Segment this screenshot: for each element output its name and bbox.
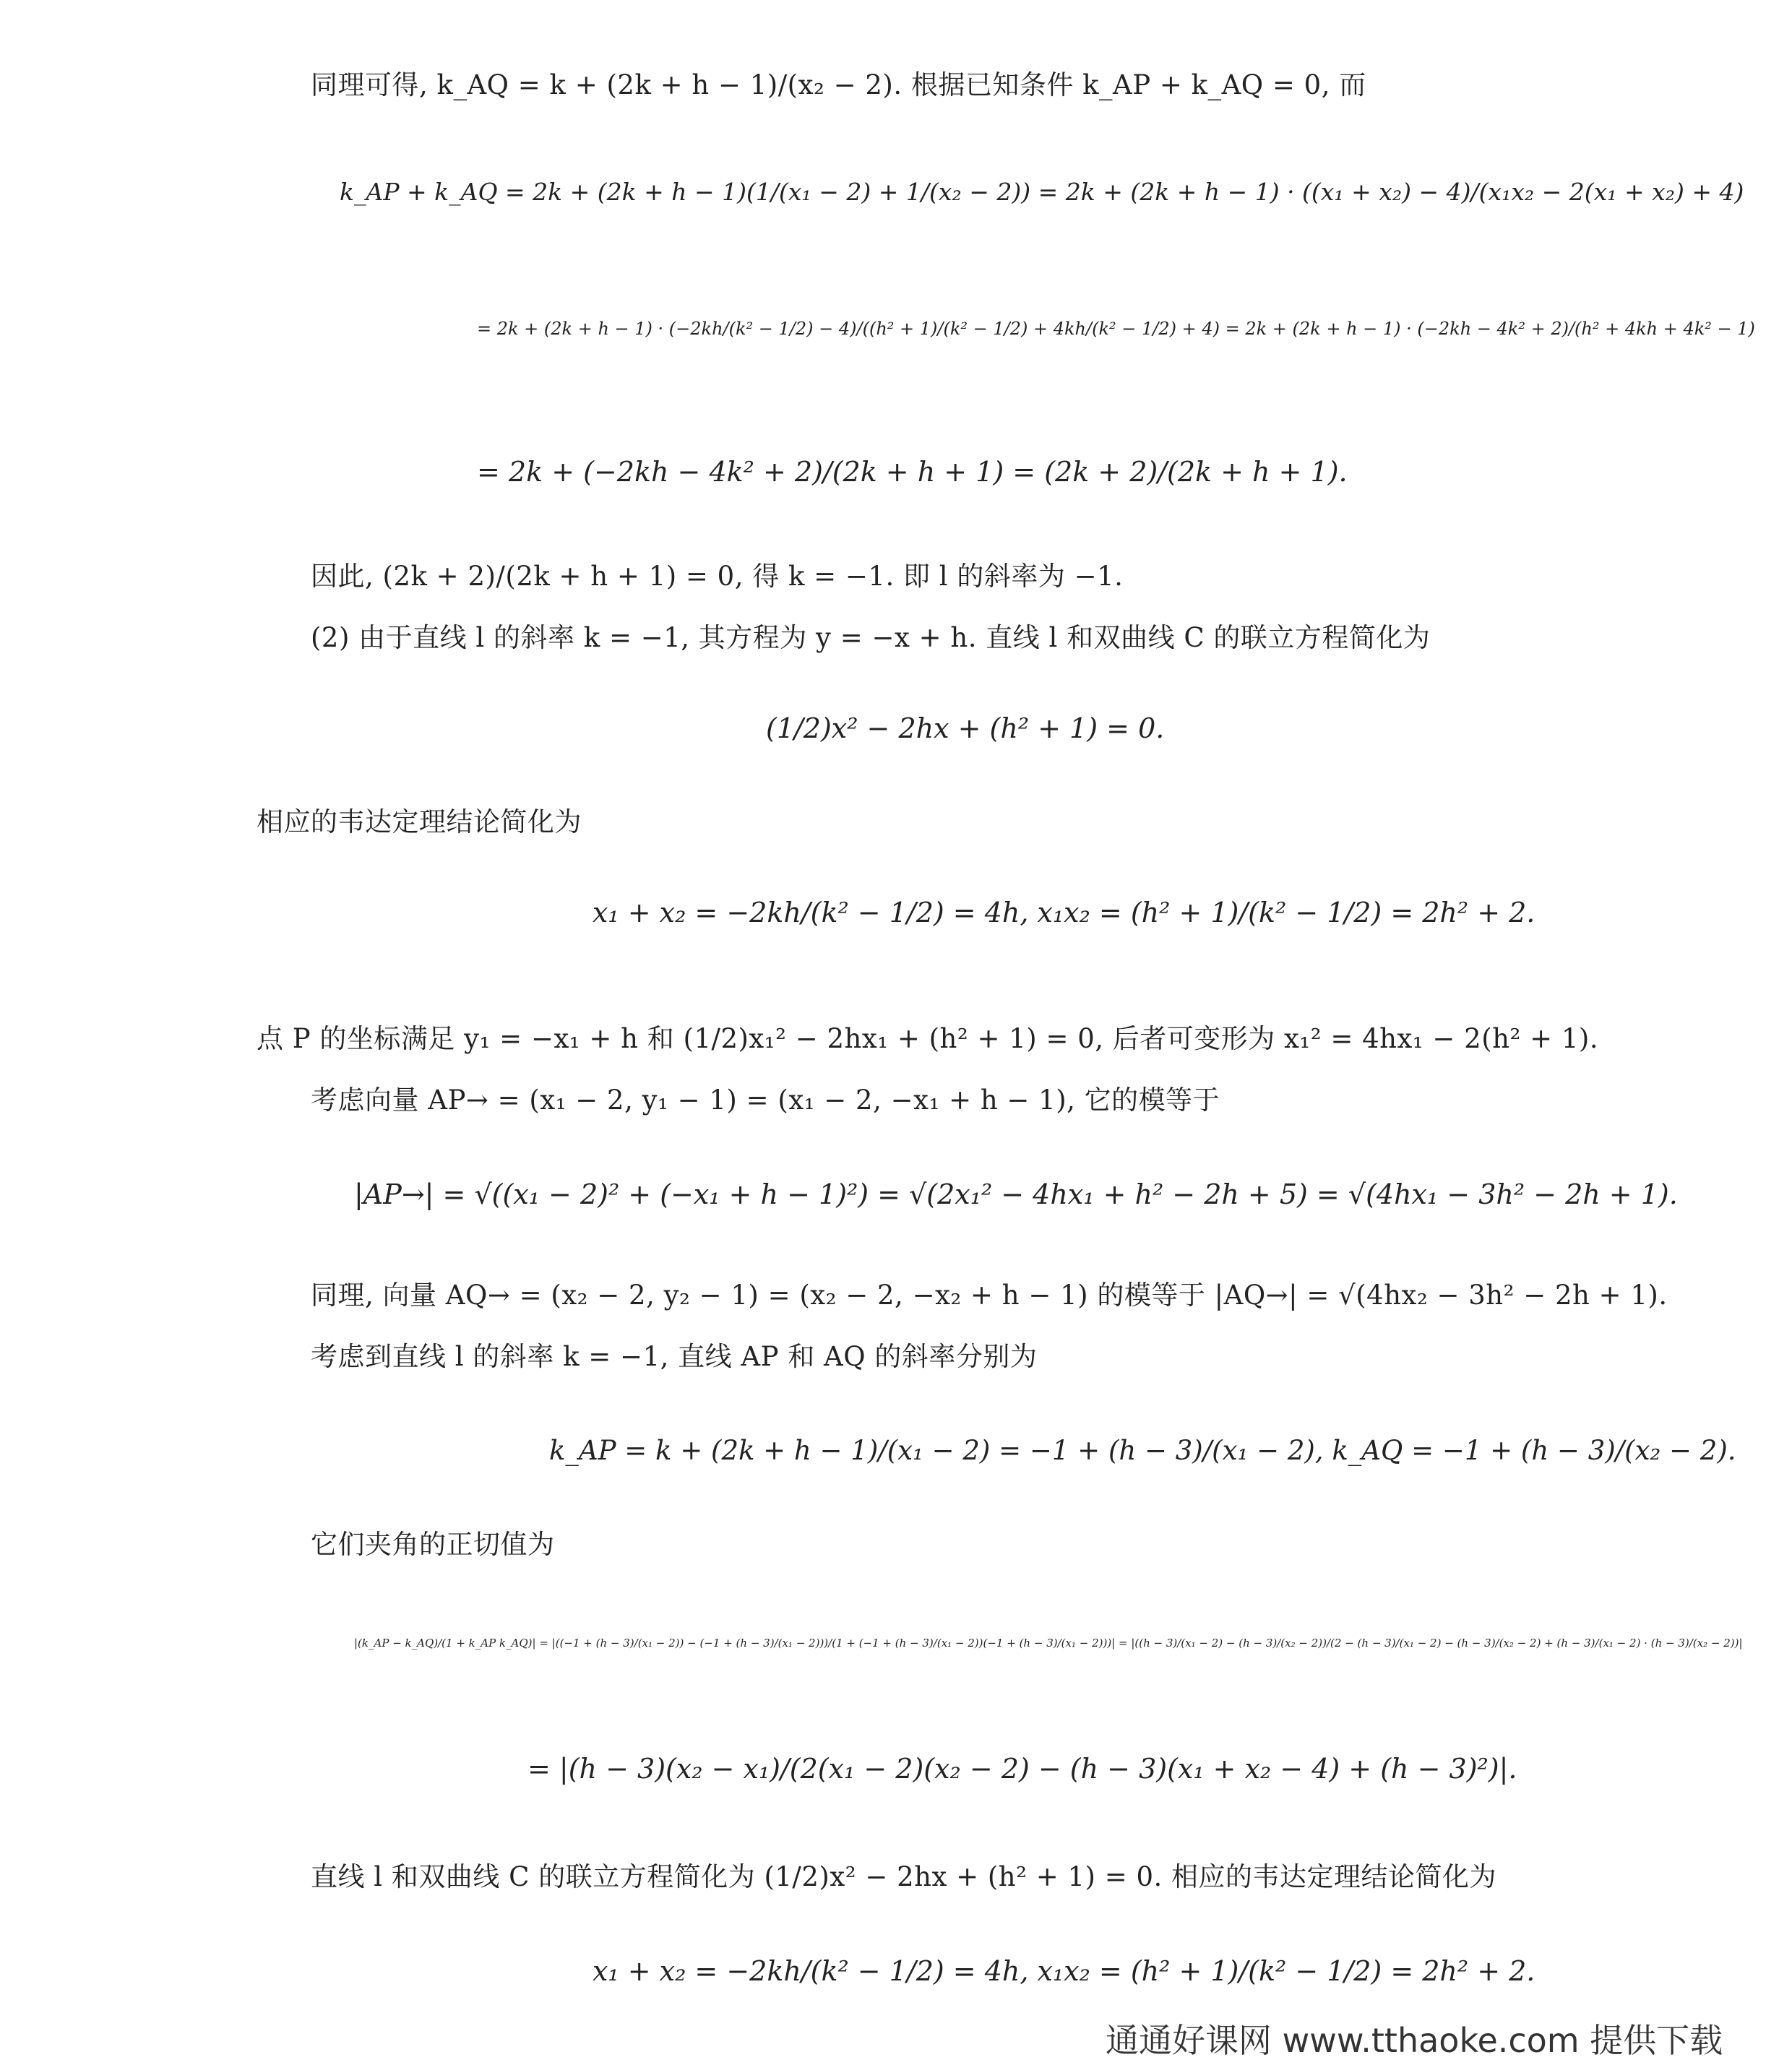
text-line-13: 同理, 向量 AQ→ = (x₂ − 2, y₂ − 1) = (x₂ − 2, −x₂ + h − 1) 的模等于 |AQ→| = √(4hx₂ − 3h² − 2h + 1). bbox=[311, 1280, 1668, 1311]
equation-line-7: (1/2)x² − 2hx + (h² + 1) = 0. bbox=[766, 712, 1165, 744]
text-line-5: 因此, (2k + 2)/(2k + h + 1) = 0, 得 k = −1. 即 l 的斜率为 −1. bbox=[311, 561, 1124, 592]
text-line-10: 点 P 的坐标满足 y₁ = −x₁ + h 和 (1/2)x₁² − 2hx₁ + (h² + 1) = 0, 后者可变形为 x₁² = 4hx₁ − 2(h² + 1). bbox=[257, 1023, 1599, 1054]
equation-line-17: |(k_AP − k_AQ)/(1 + k_AP k_AQ)| = |((−1 + (h − 3)/(x₁ − 2)) − (−1 + (h − 3)/(x₁ − 2)))/(1 + (−1 + (h − 3)/(x₁ − 2))(−1 + (h − 3)/(x₁ − 2)))| = |((h − 3)/(x₁ − 2) − (h − 3)/(x₂ − 2))/(2 − (h − 3)/(x₁ − 2) − (h − 3)/(x₂ − 2) + (h − 3)/(x₁ − 2) · (h − 3)/(x₂ − 2))| bbox=[354, 1637, 1743, 1650]
equation-line-18: = |(h − 3)(x₂ − x₁)/(2(x₁ − 2)(x₂ − 2) − (h − 3)(x₁ + x₂ − 4) + (h − 3)²)|. bbox=[527, 1753, 1517, 1785]
equation-line-4: = 2k + (−2kh − 4k² + 2)/(2k + h + 1) = (2k + 2)/(2k + h + 1). bbox=[477, 456, 1348, 488]
equation-line-3: = 2k + (2k + h − 1) · (−2kh/(k² − 1/2) − 4)/((h² + 1)/(k² − 1/2) + 4kh/(k² − 1/2) + 4) = 2k + (2k + h − 1) · (−2kh − 4k² + 2)/(h² + 4kh + 4k² − 1) bbox=[477, 319, 1755, 339]
watermark-text: 通通好课网 www.tthaoke.com 提供下载 bbox=[1106, 2021, 1723, 2060]
equation-line-12: |AP→| = √((x₁ − 2)² + (−x₁ + h − 1)²) = √(2x₁² − 4hx₁ + h² − 2h + 5) = √(4hx₁ − 3h² − 2h + 1). bbox=[354, 1178, 1678, 1210]
text-line-11: 考虑向量 AP→ = (x₁ − 2, y₁ − 1) = (x₁ − 2, −x₁ + h − 1), 它的模等于 bbox=[311, 1085, 1220, 1116]
text-line-19: 直线 l 和双曲线 C 的联立方程简化为 (1/2)x² − 2hx + (h² + 1) = 0. 相应的韦达定理结论简化为 bbox=[311, 1861, 1497, 1892]
text-line-8: 相应的韦达定理结论简化为 bbox=[257, 806, 582, 837]
text-line-16: 它们夹角的正切值为 bbox=[311, 1529, 555, 1560]
equation-line-9: x₁ + x₂ = −2kh/(k² − 1/2) = 4h, x₁x₂ = (h² + 1)/(k² − 1/2) = 2h² + 2. bbox=[593, 897, 1535, 928]
text-line-1: 同理可得, k_AQ = k + (2k + h − 1)/(x₂ − 2). 根据已知条件 k_AP + k_AQ = 0, 而 bbox=[311, 69, 1366, 100]
text-line-6: (2) 由于直线 l 的斜率 k = −1, 其方程为 y = −x + h. 直线 l 和双曲线 C 的联立方程简化为 bbox=[311, 622, 1431, 653]
text-line-14: 考虑到直线 l 的斜率 k = −1, 直线 AP 和 AQ 的斜率分别为 bbox=[311, 1341, 1038, 1372]
equation-line-15: k_AP = k + (2k + h − 1)/(x₁ − 2) = −1 + (h − 3)/(x₁ − 2), k_AQ = −1 + (h − 3)/(x₂ − 2). bbox=[549, 1435, 1736, 1466]
equation-line-20: x₁ + x₂ = −2kh/(k² − 1/2) = 4h, x₁x₂ = (h² + 1)/(k² − 1/2) = 2h² + 2. bbox=[593, 1955, 1535, 1987]
equation-line-2: k_AP + k_AQ = 2k + (2k + h − 1)(1/(x₁ − 2) + 1/(x₂ − 2)) = 2k + (2k + h − 1) · ((x₁ + x₂) − 4)/(x₁x₂ − 2(x₁ + x₂) + 4) bbox=[340, 178, 1744, 206]
